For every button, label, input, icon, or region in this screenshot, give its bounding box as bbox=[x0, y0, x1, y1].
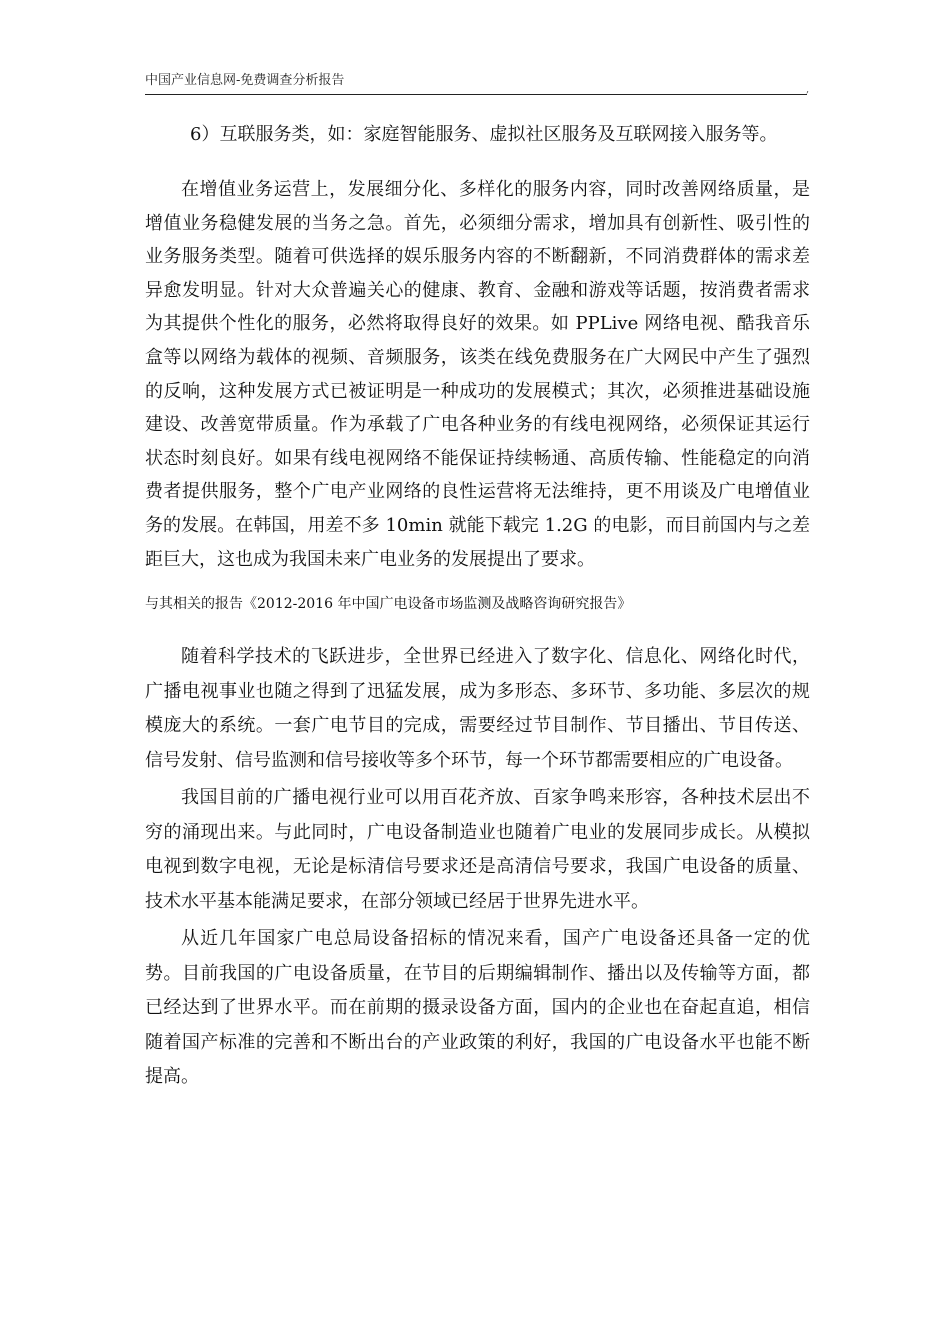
paragraph-value-added-services: 在增值业务运营上，发展细分化、多样化的服务内容，同时改善网络质量，是增值业务稳健发展的当务之急。首先，必须细分需求，增加具有创新性、吸引性的业务服务类型。随着可供选择的娱乐服务内容的不断翻新，不同消费群体的需求差异愈发明显。针对大众普遍关心的健康、教育、金融和游戏等话题，按消费者需求为其提供个性化的服务，必然将取得良好的效果。如 PPLive 网络电视、酷我音乐盒等以网络为载体的视频、音频服务，该类在线免费服务在广大网民中产生了强烈的反响，这种发展方式已被证明是一种成功的发展模式；其次，必须推进基础设施建设、改善宽带质量。作为承载了广电各种业务的有线电视网络，必须保证其运行状态时刻良好。如果有线电视网络不能保证持续畅通、高质传输、性能稳定的向消费者提供服务，整个广电产业网络的良性运营将无法维持，更不用谈及广电增值业务的发展。在韩国，用差不多 10min 就能下载完 1.2G 的电影，而目前国内与之差距巨大，这也成为我国未来广电业务的发展提出了要求。 bbox=[145, 179, 810, 570]
document-body bbox=[145, 117, 810, 1095]
header-mark: , bbox=[806, 84, 810, 95]
related-report-line: 与其相关的报告《2012-2016 年中国广电设备市场监测及战略咨询研究报告》 bbox=[145, 596, 632, 613]
list-item-internet-services: 6）互联服务类，如：家庭智能服务、虚拟社区服务及互联网接入服务等。 bbox=[190, 124, 778, 145]
page-header bbox=[145, 72, 810, 95]
paragraph-tech-progress: 随着科学技术的飞跃进步，全世界已经进入了数字化、信息化、网络化时代，广播电视事业也随之得到了迅猛发展，成为多形态、多环节、多功能、多层次的规模庞大的系统。一套广电节目的完成，需要经过节目制作、节目播出、节目传送、信号发射、信号监测和信号接收等多个环节，每一个环节都需要相应的广电设备。 bbox=[145, 646, 810, 771]
paragraph-industry-status: 我国目前的广播电视行业可以用百花齐放、百家争鸣来形容，各种技术层出不穷的涌现出来。与此同时，广电设备制造业也随着广电业的发展同步成长。从模拟电视到数字电视，无论是标清信号要求还是高清信号要求，我国广电设备的质量、技术水平基本能满足要求，在部分领域已经居于世界先进水平。 bbox=[145, 787, 810, 912]
paragraph-domestic-equipment: 从近几年国家广电总局设备招标的情况来看，国产广电设备还具备一定的优势。目前我国的广电设备质量，在节目的后期编辑制作、播出以及传输等方面，都已经达到了世界水平。而在前期的摄录设备方面，国内的企业也在奋起直追，相信随着国产标准的完善和不断出台的产业政策的利好，我国的广电设备水平也能不断提高。 bbox=[145, 928, 810, 1088]
header-title: 中国产业信息网-免费调查分析报告 bbox=[145, 73, 345, 88]
